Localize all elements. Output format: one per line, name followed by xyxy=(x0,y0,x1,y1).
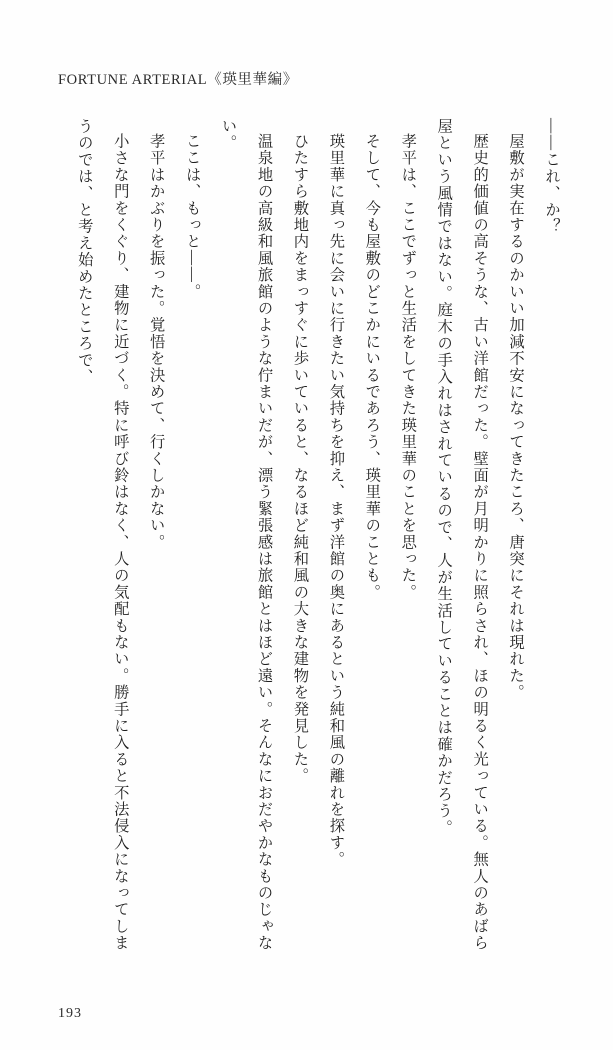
paragraph: 歴史的価値の高そうな、古い洋館だった。壁面が月明かりに照らされ、ほの明るく光っている。無人のあばら屋という風情ではない。庭木の手入れはされているので、人が生活していることは確かだろう。 xyxy=(435,118,489,952)
paragraph: 屋敷が実在するのかいい加減不安になってきたころ、唐突にそれは現れた。 xyxy=(507,133,525,702)
running-head-title: FORTUNE ARTERIAL xyxy=(58,72,208,88)
paragraph: 瑛里華に真っ先に会いに行きたい気持ちを抑え、まず洋館の奥にあるという純和風の離れを探す。 xyxy=(327,133,345,869)
paragraph: 孝平はかぶりを振った。覚悟を決めて、行くしかない。 xyxy=(147,133,165,551)
paragraph: 孝平は、ここでずっと生活をしてきた瑛里華のことを思った。 xyxy=(399,133,417,601)
paragraph: 小さな門をくぐり、建物に近づく。特に呼び鈴はなく、人の気配もない。勝手に入ると不法侵入になってしまうのでは、と考え始めたところで、 xyxy=(75,118,129,952)
paragraph: ひたすら敷地内をまっすぐに歩いていると、なるほど純和風の大きな建物を発見した。 xyxy=(291,133,309,785)
paragraph: 温泉地の高級和風旅館のような佇まいだが、漂う緊張感は旅館とはほど遠い。そんなにおだやかなものじゃない。 xyxy=(219,118,273,952)
paragraph: そして、今も屋敷のどこかにいるであろう、瑛里華のことも。 xyxy=(363,133,381,601)
running-head-subtitle: 《瑛里華編》 xyxy=(207,72,298,88)
paragraph: ――これ、か？ xyxy=(543,118,560,235)
vertical-text-body xyxy=(44,118,569,963)
page-number: 193 xyxy=(58,1006,82,1021)
running-head xyxy=(58,68,298,89)
paragraph: ここは、もっと――。 xyxy=(183,133,201,301)
